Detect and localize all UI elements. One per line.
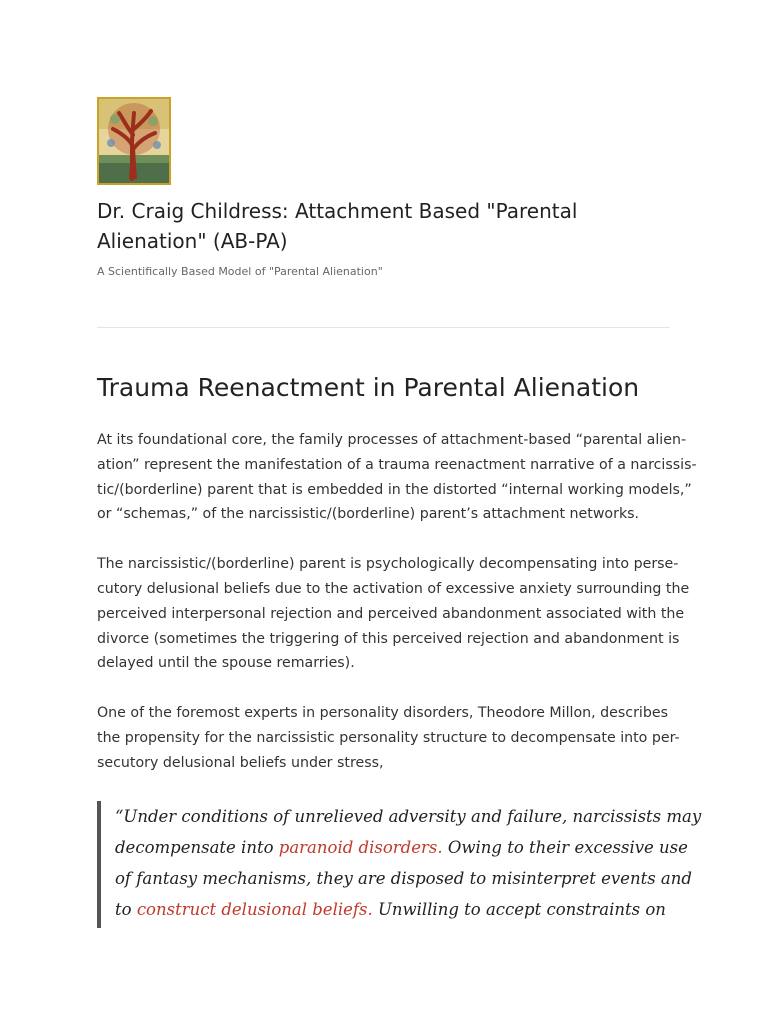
paragraph-line: The narcissistic/(borderline) parent is psychologically decompensating into perse- — [97, 556, 679, 573]
paragraph-line: divorce (sometimes the triggering of this perceived rejection and abandonment is — [97, 630, 680, 647]
site-title[interactable] — [97, 196, 657, 256]
paragraph-line: One of the foremost experts in personality disorders, Theodore Millon, describes — [97, 705, 668, 722]
paragraph-line: secutory delusional beliefs under stress, — [97, 754, 384, 771]
paragraph-line: perceived interpersonal rejection and perceived abandonment associated with the — [97, 605, 685, 622]
quote-line: “Under conditions of unrelieved adversity and failure, narcissists may — [115, 807, 702, 826]
quote-text-segment: Unwilling to accept constraints on — [372, 900, 666, 919]
post-paragraph — [97, 428, 697, 527]
quote-line — [115, 832, 688, 863]
paragraph-line: cutory delusional beliefs due to the activation of excessive anxiety surrounding the — [97, 580, 690, 597]
paragraph-line: or “schemas,” of the narcissistic/(borderline) parent’s attachment networks. — [97, 506, 640, 523]
header-divider — [97, 327, 670, 328]
site-title-line: Alienation" (AB-PA) — [97, 229, 288, 253]
post-title: Trauma Reenactment in Parental Alienation — [97, 373, 640, 402]
paragraph-line: tic/(borderline) parent that is embedded in the distorted “internal working models,” — [97, 481, 692, 498]
quote-text-segment: to — [115, 900, 137, 919]
site-logo[interactable] — [97, 97, 171, 185]
link-paranoid-disorders[interactable]: paranoid disorders. — [278, 838, 443, 857]
paragraph-line: delayed until the spouse remarries). — [97, 655, 355, 672]
tree-logo-icon — [99, 99, 169, 183]
link-construct-delusional-beliefs[interactable]: construct delusional beliefs. — [136, 900, 373, 919]
site-title-line: Dr. Craig Childress: Attachment Based "Parental — [97, 199, 578, 223]
paragraph-line: the propensity for the narcissistic personality structure to decompensate into per- — [97, 729, 680, 746]
quote-line: of fantasy mechanisms, they are disposed to misinterpret events and — [115, 869, 692, 888]
post-paragraph — [97, 552, 690, 676]
site-description: A Scientifically Based Model of "Parental Alienation" — [97, 265, 383, 278]
blockquote — [97, 801, 702, 928]
paragraph-line: ation” represent the manifestation of a trauma reenactment narrative of a narcissis- — [97, 456, 697, 473]
quote-text-segment: decompensate into — [115, 838, 279, 857]
paragraph-line: At its foundational core, the family processes of attachment-based “parental alien- — [97, 432, 687, 448]
quote-text-segment: Owing to their excessive use — [442, 838, 688, 857]
post-paragraph — [97, 701, 680, 775]
quote-line — [115, 894, 670, 925]
post-content — [97, 428, 697, 801]
quote-text — [115, 801, 702, 925]
